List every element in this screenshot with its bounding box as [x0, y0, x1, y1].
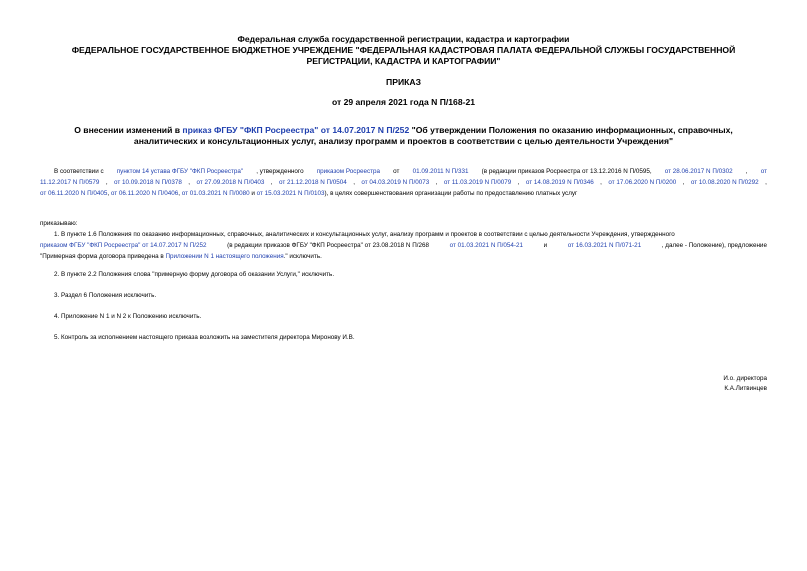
item-1-line2 [40, 240, 767, 251]
preamble-text: (в редакции приказов Росреестра от 13.12.2016 N П/0595, [481, 168, 652, 175]
document-subject-line1 [40, 125, 767, 136]
order-link[interactable]: от 14.08.2019 N П/0346 [525, 179, 594, 186]
preamble-text: , [682, 179, 685, 186]
charter-link[interactable]: пунктом 14 устава ФГБУ "ФКП Росреестра" [116, 168, 244, 175]
item-1-line1: 1. В пункте 1.6 Положения по оказанию информационных, справочных, аналитических и консультационных услуг, анализу программ и проектов в соответствии с целью деятельности Учреждения, утвержденного [54, 231, 675, 238]
item-1-line3 [40, 251, 767, 262]
preamble-text: , [188, 179, 191, 186]
preamble-text: В соответствии с [54, 168, 104, 175]
order-link[interactable]: от 27.09.2018 N П/0403 [196, 179, 265, 186]
preamble-text: , [353, 179, 355, 186]
item-2: 2. В пункте 2.2 Положения слова "примерную форму договора об оказании Услуги," исключить. [54, 271, 335, 278]
preamble-text: , [178, 190, 182, 197]
order-link[interactable]: от 10.09.2018 N П/0378 [114, 179, 182, 186]
order-link[interactable]: от 11.03.2019 N П/0079 [443, 179, 512, 186]
preamble-text: , [270, 179, 273, 186]
amended-order-link[interactable]: приказом ФГБУ "ФКП Росреестра" от 14.07.2017 N П/252 [40, 242, 207, 249]
preamble-line1 [40, 166, 767, 177]
preamble-text: , [745, 168, 748, 175]
document-date-number: от 29 апреля 2021 года N П/168-21 [331, 97, 476, 107]
preamble-line3 [40, 188, 767, 199]
order-link[interactable]: от 28.06.2017 N П/0302 [664, 168, 733, 175]
order-link[interactable]: от 15.03.2021 N П/0103 [256, 190, 325, 197]
preamble [40, 166, 767, 199]
item-3: 3. Раздел 6 Положения исключить. [54, 292, 157, 299]
order-word: приказываю: [40, 220, 78, 227]
order-link[interactable]: от 01.03.2021 N П/054-21 [449, 242, 524, 249]
subject-text: О внесении изменений в [74, 125, 183, 135]
order-link[interactable]: от 21.12.2018 N П/0504 [278, 179, 347, 186]
order-link[interactable]: от 06.11.2020 N П/0406 [110, 190, 179, 197]
signatory-name: К.А.Литвинцев [724, 385, 767, 392]
preamble-text: , [765, 179, 767, 186]
order-link[interactable]: от 06.11.2020 N П/0405 [40, 190, 108, 197]
signatory-position: И.о. директора [723, 375, 767, 382]
item-text: (в редакции приказов ФГБУ "ФКП Росреестра" от 23.08.2018 N П/268 [227, 242, 429, 249]
document-subject-line2: аналитических и консультационных услуг, анализу программ и проектов в соответствии с целью деятельности Учреждения" [133, 136, 674, 146]
document-type: ПРИКАЗ [386, 77, 421, 87]
amended-order-link[interactable]: приказ ФГБУ "ФКП Росреестра" от 14.07.2017 N П/252 [182, 125, 410, 135]
order-link[interactable]: от 17.06.2020 N П/0200 [608, 179, 677, 186]
institution-name-line2: РЕГИСТРАЦИИ, КАДАСТРА И КАРТОГРАФИИ" [306, 56, 501, 66]
preamble-text: , [517, 179, 520, 186]
item-text: "Примерная форма договора приведена в [40, 253, 166, 260]
preamble-text: и [249, 190, 257, 197]
subject-text: "Об утверждении Положения по оказанию информационных, справочных, [409, 125, 733, 135]
item-text: и [543, 242, 548, 249]
preamble-text: от [393, 168, 400, 175]
order-link[interactable]: от 16.03.2021 N П/071-21 [567, 242, 642, 249]
preamble-line2 [40, 177, 767, 188]
item-4: 4. Приложение N 1 и N 2 к Положению исключить. [54, 313, 202, 320]
order-link[interactable]: от 01.03.2021 N П/0080 [181, 190, 250, 197]
item-5: 5. Контроль за исполнением настоящего приказа возложить на заместителя директора Миронову И.В. [54, 334, 355, 341]
preamble-text: , утвержденного [256, 168, 304, 175]
order-link[interactable]: 11.12.2017 N П/0579 [40, 179, 100, 186]
preamble-text: ), в целях совершенствования организации работы по предоставлению платных услуг [324, 190, 578, 197]
rosreestr-order-link[interactable]: приказом Росреестра [316, 168, 381, 175]
signature-block [723, 374, 767, 394]
order-link[interactable]: 01.09.2011 N П/331 [412, 168, 469, 175]
preamble-text: , [435, 179, 438, 186]
order-link[interactable]: от 10.08.2020 N П/0292 [690, 179, 759, 186]
item-1 [40, 229, 767, 262]
item-text: , далее - Положение), предложение [661, 242, 767, 249]
appendix-link[interactable]: Приложении N 1 настоящего положения [165, 253, 284, 260]
agency-title: Федеральная служба государственной регистрации, кадастра и картографии [237, 34, 570, 44]
item-text: ." исключить. [283, 253, 322, 260]
preamble-text: , [105, 179, 108, 186]
order-link[interactable]: от 04.03.2019 N П/0073 [361, 179, 430, 186]
preamble-text: , [600, 179, 602, 186]
order-link[interactable]: от [760, 168, 767, 175]
institution-name-line1: ФЕДЕРАЛЬНОЕ ГОСУДАРСТВЕННОЕ БЮДЖЕТНОЕ УЧРЕЖДЕНИЕ "ФЕДЕРАЛЬНАЯ КАДАСТРОВАЯ ПАЛАТА ФЕДЕРАЛЬНОЙ СЛУЖБЫ ГОСУДАРСТВЕННОЙ [71, 45, 736, 55]
preamble-text: , [107, 190, 111, 197]
